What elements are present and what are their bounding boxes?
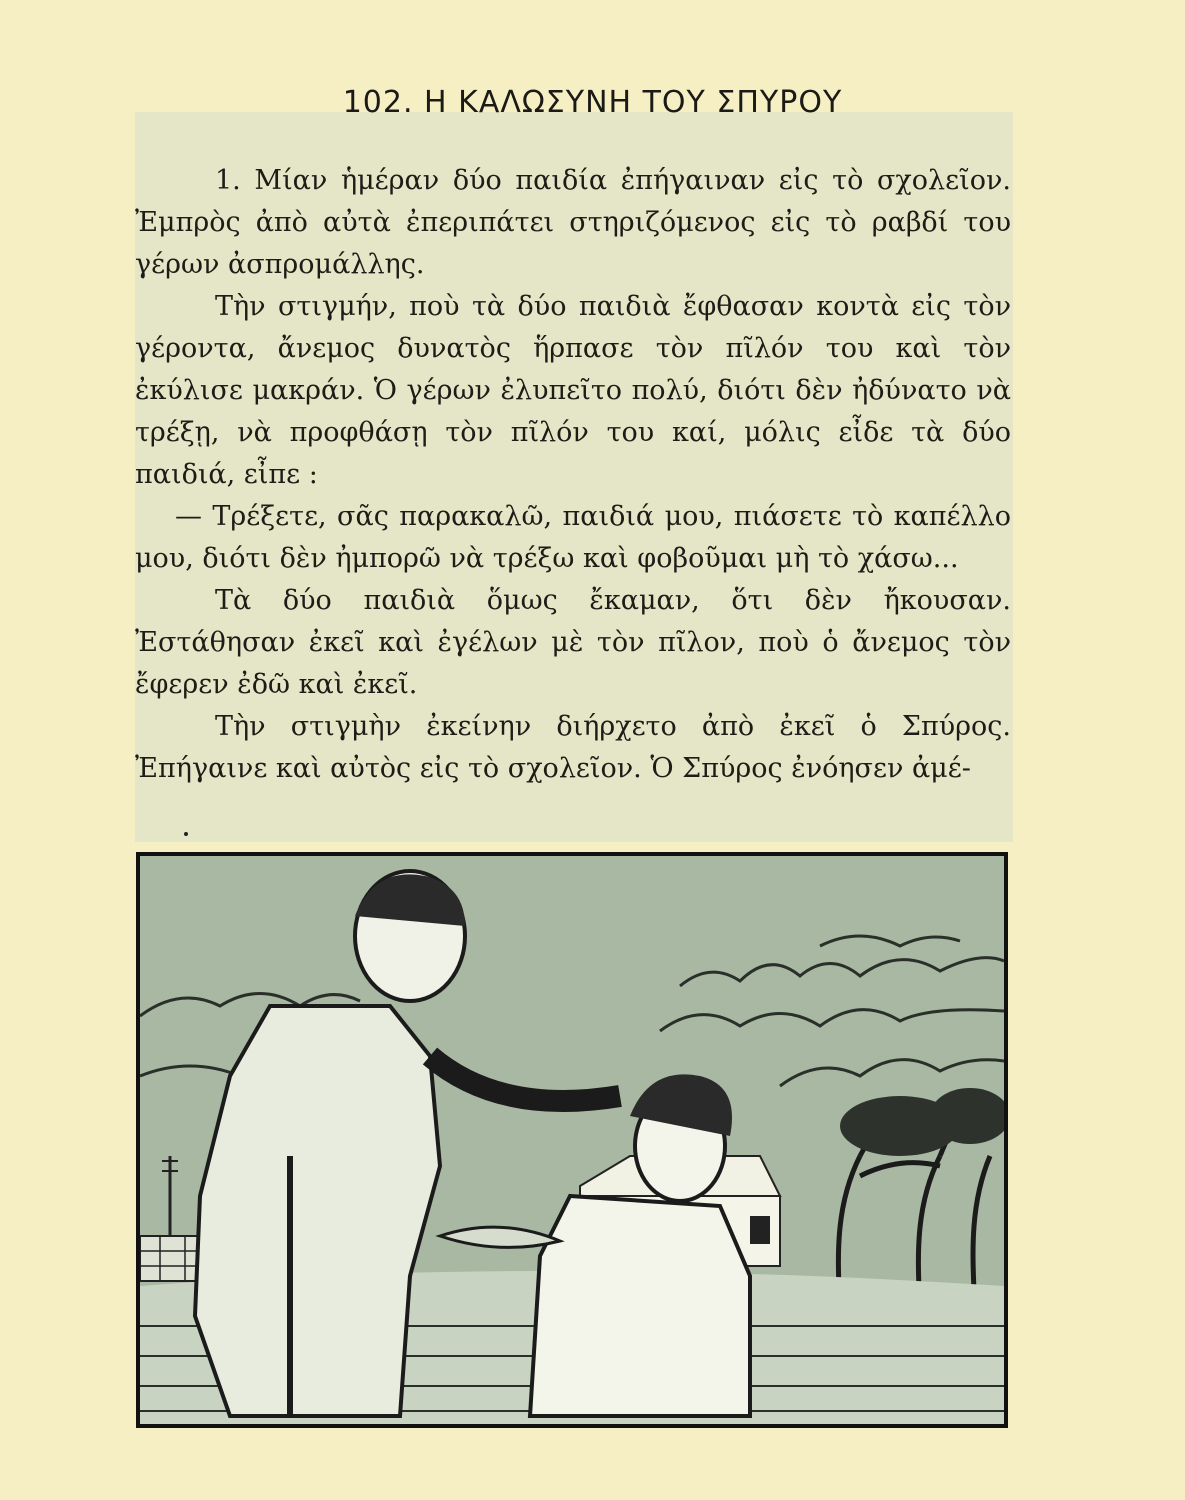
hat: [440, 1227, 560, 1247]
illustration-old-man-and-boy: [140, 856, 1004, 1424]
paragraph-2: Τὴν στιγμήν, ποὺ τὰ δύο παιδιὰ ἔφθασαν κοντὰ εἰς τὸν γέροντα, ἄνεμος δυνατὸς ἥρπασε τὸν πῖλόν του καὶ τὸν ἐκύλισε μακράν. Ὁ γέρων ἐλυπεῖτο πολύ, διότι δὲν ἠδύνατο νὰ τρέξῃ, νὰ προφθάσῃ τὸν πῖλόν του καί, μόλις εἶδε τὰ δύο παιδιά, εἶπε :: [135, 291, 1011, 490]
paragraph-5: Τὴν στιγμὴν ἐκείνην διήρχετο ἀπὸ ἐκεῖ ὁ Σπύρος. Ἐπήγαινε καὶ αὐτὸς εἰς τὸ σχολεῖον. Ὁ Σπύρος ἐνόησεν ἀμέ-: [135, 711, 1011, 784]
foliage: [840, 1088, 1004, 1156]
page-title: 102. Η ΚΑΛΩΣΥΝΗ ΤΟΥ ΣΠΥΡΟΥ: [342, 85, 843, 120]
paragraph-1: 1. Μίαν ἡμέραν δύο παιδία ἐπήγαιναν εἰς τὸ σχολεῖον. Ἐμπρὸς ἀπὸ αὐτὰ ἐπεριπάτει στηριζόμενος εἰς τὸ ραβδί του γέρων ἀσπρομάλλης.: [135, 165, 1011, 280]
illustration-frame: [136, 852, 1008, 1428]
paragraph-3: — Τρέξετε, σᾶς παρακαλῶ, παιδιά μου, πιάσετε τὸ καπέλλο μου, διότι δὲν ἠμπορῶ νὰ τρέξω καὶ φοβοῦμαι μὴ τὸ χάσω...: [135, 501, 1011, 574]
paragraph-4: Τὰ δύο παιδιὰ ὅμως ἔκαμαν, ὅτι δὲν ἤκουσαν. Ἐστάθησαν ἐκεῖ καὶ ἐγέλων μὲ τὸν πῖλον, ποὺ ὁ ἄνεμος τὸν ἔφερεν ἐδῶ καὶ ἐκεῖ.: [135, 585, 1011, 700]
body-text: [135, 160, 1011, 790]
stray-dot: [184, 832, 188, 836]
